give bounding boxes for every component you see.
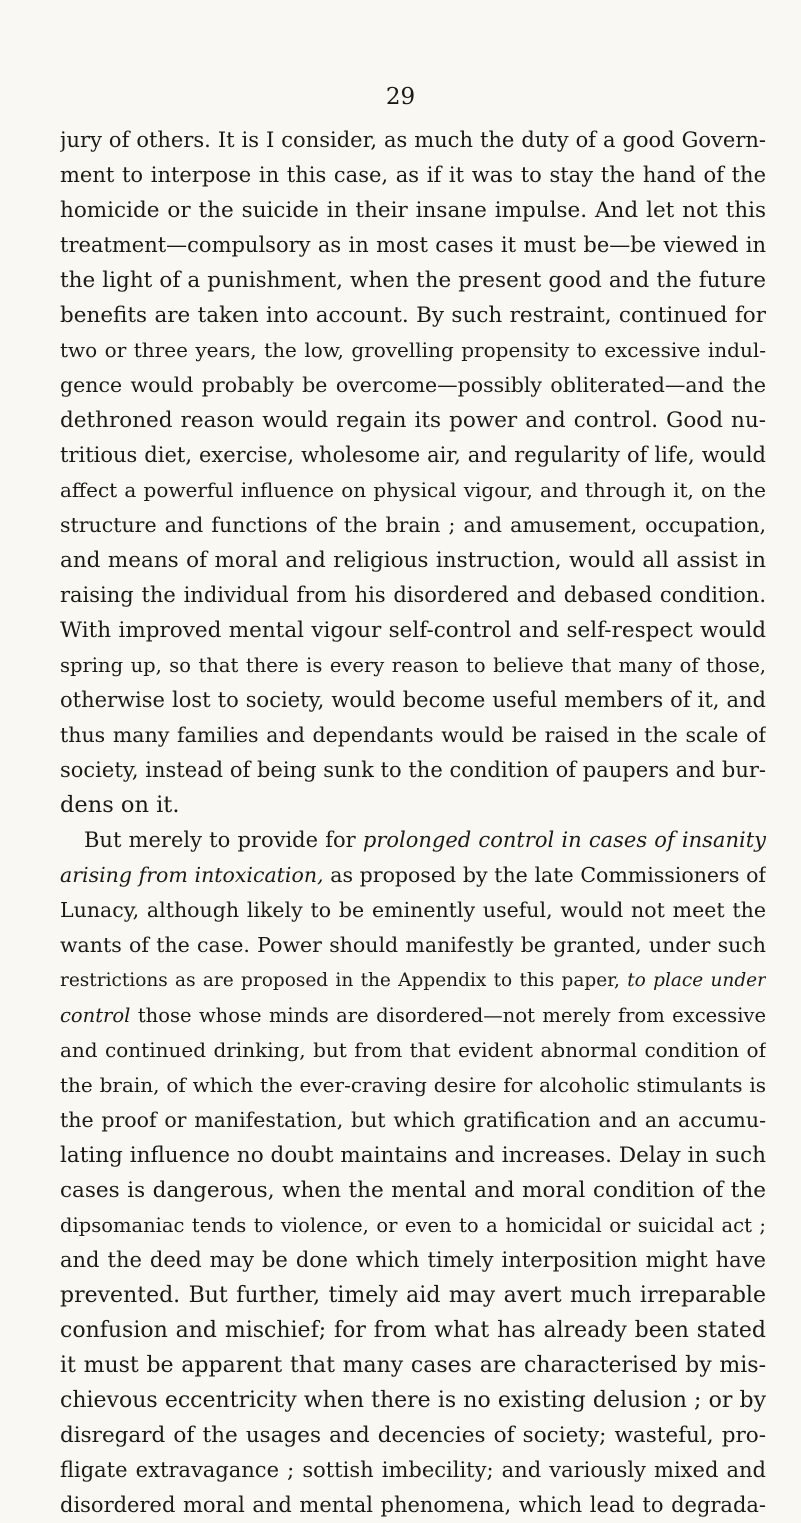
text-line	[60, 333, 766, 368]
text-line	[60, 893, 766, 928]
text-segment: gence would probably be overcome—possibly obliterated—and the	[60, 373, 766, 397]
text-line	[60, 648, 766, 683]
text-segment: it must be apparent that many cases are characterised by mis-	[60, 1353, 766, 1378]
text-segment: otherwise lost to society, would become useful members of it, and	[60, 688, 766, 712]
text-line	[60, 1173, 766, 1208]
text-segment: disordered moral and mental phenomena, which lead to degrada-	[60, 1493, 766, 1517]
text-line	[60, 543, 766, 578]
text-segment: tritious diet, exercise, wholesome air, and regularity of life, would	[60, 443, 766, 467]
text-line	[60, 298, 766, 333]
text-line	[60, 473, 766, 508]
text-line	[60, 1418, 766, 1453]
text-line	[60, 1278, 766, 1313]
text-segment: homicide or the suicide in their insane impulse. And let not this	[60, 198, 766, 223]
text-segment: dethroned reason would regain its power and control. Good nu-	[60, 408, 766, 433]
text-line	[60, 998, 766, 1033]
text-segment: wants of the case. Power should manifestly be granted, under such	[60, 933, 766, 957]
text-segment: thus many families and dependants would be raised in the scale of	[60, 723, 766, 747]
text-segment: two or three years, the low, grovelling propensity to excessive indul-	[60, 338, 766, 362]
text-line	[60, 753, 766, 788]
text-segment: dipsomaniac tends to violence, or even to a homicidal or suicidal act ;	[60, 1214, 766, 1237]
text-segment: cases is dangerous, when the mental and moral condition of the	[60, 1178, 766, 1203]
italic-text: control	[60, 1004, 131, 1027]
text-line	[60, 1068, 766, 1103]
text-segment: dens on it.	[60, 792, 180, 818]
text-line	[60, 823, 766, 858]
text-line	[60, 403, 766, 438]
text-line	[60, 123, 766, 158]
text-line	[60, 1138, 766, 1173]
text-line	[60, 613, 766, 648]
text-line	[60, 1313, 766, 1348]
text-line	[60, 1208, 766, 1243]
text-segment: the proof or manifestation, but which gratification and an accumu-	[60, 1108, 766, 1132]
text-segment: confusion and mischief; for from what has already been stated	[60, 1318, 766, 1343]
text-line	[60, 718, 766, 753]
text-segment: raising the individual from his disordered and debased condition.	[60, 583, 766, 607]
text-line	[60, 683, 766, 718]
text-line	[60, 158, 766, 193]
text-line	[60, 928, 766, 963]
page-number: 29	[385, 84, 416, 110]
text-line	[60, 858, 766, 893]
body-text	[60, 123, 766, 1523]
text-segment: ment to interpose in this case, as if it was to stay the hand of the	[60, 163, 766, 187]
text-line	[60, 1383, 766, 1418]
text-segment: disregard of the usages and decencies of society; wasteful, pro-	[60, 1423, 766, 1448]
text-line	[60, 1033, 766, 1068]
text-segment: But merely to provide for	[84, 828, 363, 852]
text-segment: and continued drinking, but from that evident abnormal condition of	[60, 1038, 766, 1062]
text-segment: affect a powerful influence on physical vigour, and through it, on the	[60, 478, 766, 502]
italic-text: to place under	[627, 970, 766, 991]
text-line	[60, 1103, 766, 1138]
text-line	[60, 1488, 766, 1523]
text-line	[60, 1348, 766, 1383]
text-segment: those whose minds are disordered—not merely from excessive	[130, 1004, 766, 1027]
italic-text: arising from intoxication,	[60, 863, 324, 887]
text-segment: spring up, so that there is every reason to believe that many of those,	[60, 654, 766, 677]
text-segment: chievous eccentricity when there is no existing delusion ; or by	[60, 1388, 766, 1413]
text-line	[60, 263, 766, 298]
text-segment: treatment—compulsory as in most cases it must be—be viewed in	[60, 233, 766, 257]
text-line	[60, 508, 766, 543]
text-segment: the brain, of which the ever-craving desire for alcoholic stimulants is	[60, 1073, 766, 1097]
text-segment: structure and functions of the brain ; and amusement, occupation,	[60, 513, 766, 537]
text-segment: jury of others. It is I consider, as much the duty of a good Govern-	[60, 128, 766, 152]
text-segment: the light of a punishment, when the present good and the future	[60, 268, 766, 293]
text-line	[60, 368, 766, 403]
text-line	[60, 1243, 766, 1278]
text-line	[60, 963, 766, 998]
text-line	[60, 228, 766, 263]
text-segment: society, instead of being sunk to the condition of paupers and bur-	[60, 758, 766, 782]
text-segment: prevented. But further, timely aid may avert much irreparable	[60, 1283, 766, 1308]
text-line	[60, 193, 766, 228]
text-segment: fligate extravagance ; sottish imbecility; and variously mixed and	[60, 1458, 766, 1482]
text-segment: and means of moral and religious instruction, would all assist in	[60, 548, 766, 573]
text-line	[60, 438, 766, 473]
text-segment: With improved mental vigour self-control and self-respect would	[60, 618, 766, 643]
text-segment: as proposed by the late Commissioners of	[323, 863, 766, 887]
text-segment: and the deed may be done which timely interposition might have	[60, 1248, 766, 1272]
text-segment: Lunacy, although likely to be eminently useful, would not meet the	[60, 898, 766, 922]
text-segment: benefits are taken into account. By such restraint, continued for	[60, 303, 766, 328]
text-line	[60, 1453, 766, 1488]
text-segment: lating influence no doubt maintains and increases. Delay in such	[60, 1143, 766, 1168]
text-line	[60, 788, 766, 823]
text-line	[60, 578, 766, 613]
italic-text: prolonged control in cases of insanity	[362, 828, 766, 852]
text-segment: restrictions as are proposed in the Appendix to this paper,	[60, 970, 628, 991]
